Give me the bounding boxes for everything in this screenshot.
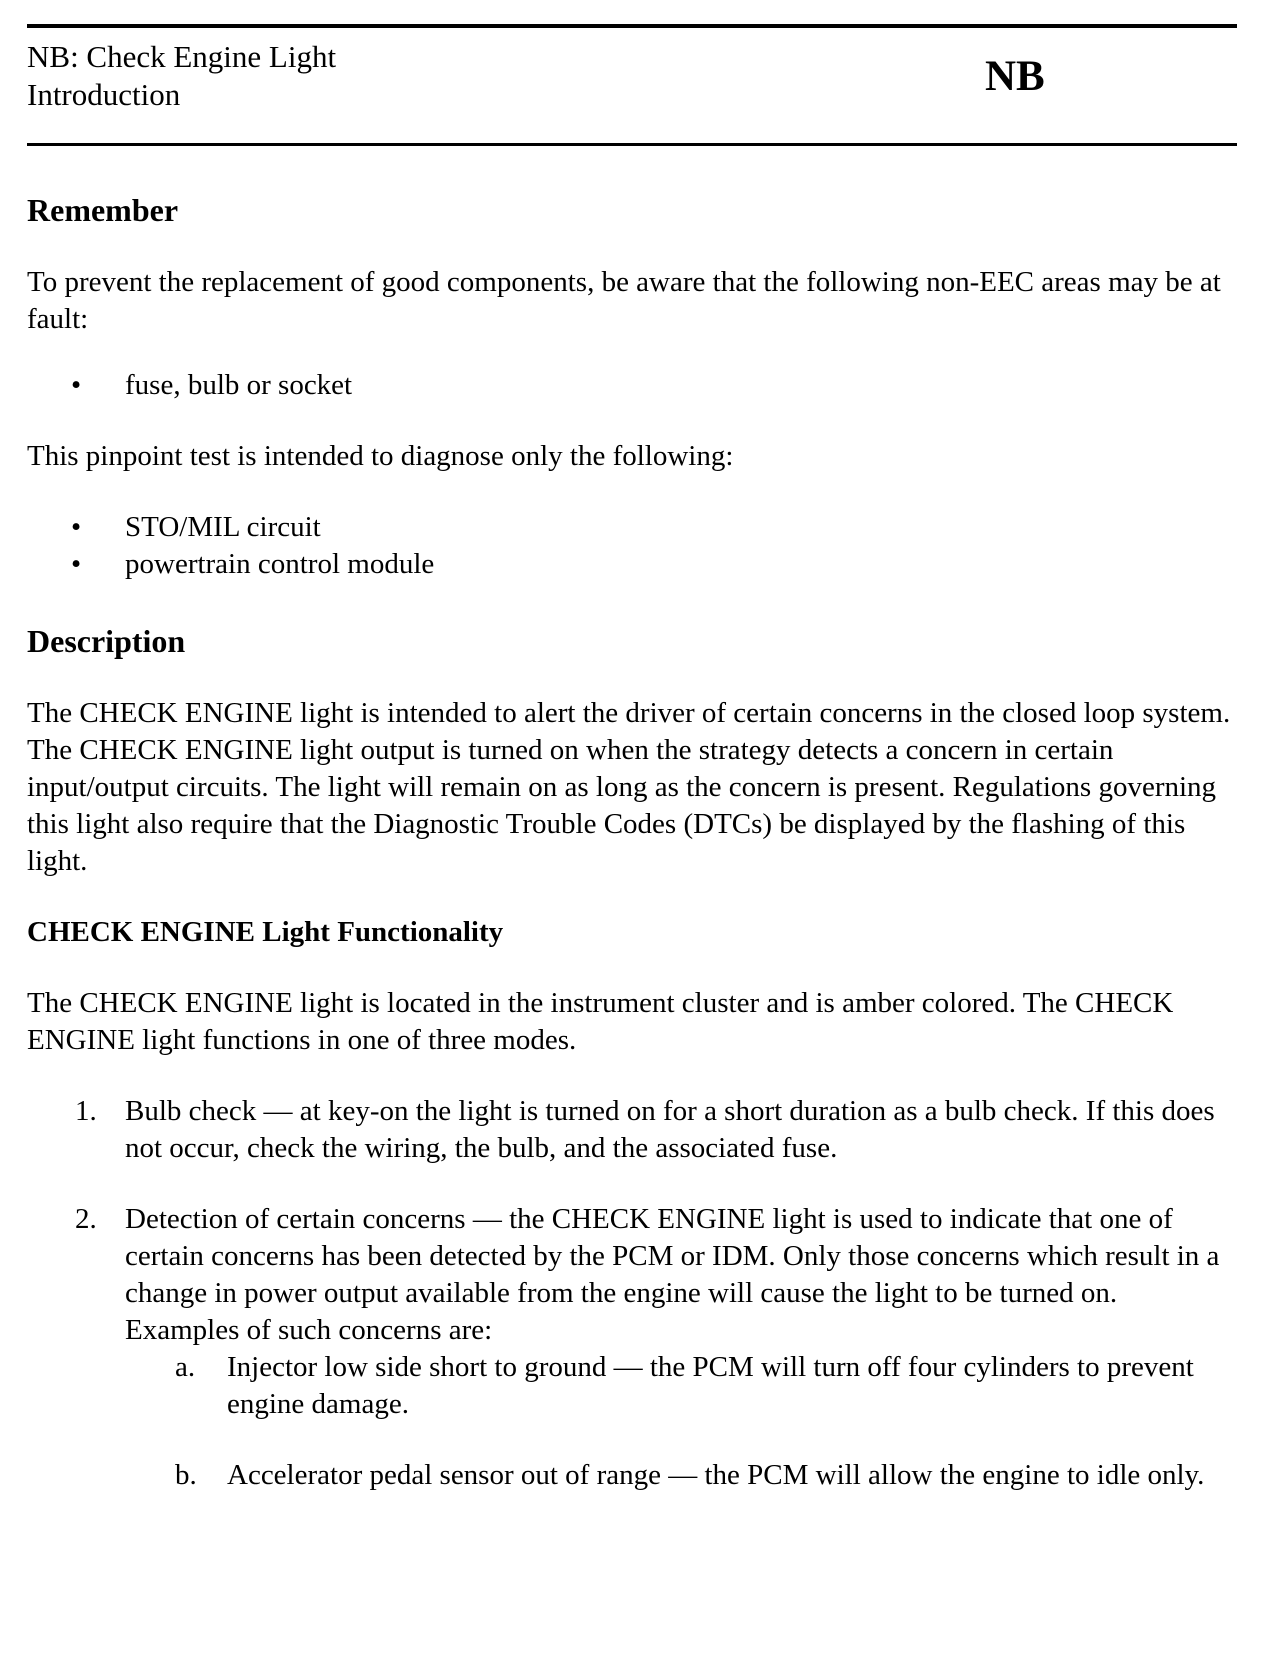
remember-heading: Remember bbox=[27, 192, 179, 228]
modes-list bbox=[27, 1093, 1237, 1494]
header-title bbox=[27, 38, 336, 114]
description-body: The CHECK ENGINE light is intended to alert the driver of certain concerns in the closed loop system. The CHECK ENGINE light output is turned on when the strategy detects a concern in certain input/output circuits. The light will remain on as long as the concern is present. Regulations governing this light also require that the Diagnostic Trouble Codes (DTCs) be displayed by the flashing of this light. bbox=[27, 697, 1231, 877]
list-item: • powertrain control module bbox=[27, 546, 1237, 583]
example-text: Accelerator pedal sensor out of range — the PCM will allow the engine to idle only. bbox=[227, 1459, 1205, 1491]
mode-text: Detection of certain concerns — the CHECK ENGINE light is used to indicate that one of certain concerns has been detected by the PCM or IDM. Only those concerns which result in a change in power output available from the engine will cause the light to be turned on. Examples of such concerns are: bbox=[125, 1203, 1220, 1346]
fault-list bbox=[27, 367, 1237, 404]
example-text: Injector low side short to ground — the PCM will turn off four cylinders to prevent engine damage. bbox=[227, 1351, 1194, 1420]
remember-intro: To prevent the replacement of good components, be aware that the following non-EEC areas may be at fault: bbox=[27, 266, 1221, 335]
list-marker: b. bbox=[175, 1459, 197, 1491]
list-item bbox=[27, 1201, 1237, 1494]
description-section bbox=[27, 621, 1237, 880]
examples-list bbox=[125, 1349, 1237, 1494]
header-section-code: NB bbox=[985, 53, 1045, 100]
list-marker: a. bbox=[175, 1351, 196, 1383]
document-body bbox=[27, 190, 1237, 1494]
header-title-line1: NB: Check Engine Light bbox=[27, 39, 337, 74]
remember-section bbox=[27, 190, 1237, 583]
list-marker: 1. bbox=[75, 1095, 97, 1127]
test-list bbox=[27, 509, 1237, 583]
list-marker: 2. bbox=[75, 1203, 97, 1235]
header-top-rule bbox=[27, 24, 1237, 28]
description-heading: Description bbox=[27, 623, 186, 659]
list-item bbox=[27, 1457, 1237, 1494]
list-item bbox=[27, 1093, 1237, 1167]
functionality-intro: The CHECK ENGINE light is located in the instrument cluster and is amber colored. The CHECK ENGINE light functions in one of three modes. bbox=[27, 987, 1174, 1056]
functionality-section bbox=[27, 914, 1237, 1494]
list-item: • STO/MIL circuit bbox=[27, 509, 1237, 546]
header-title-line2: Introduction bbox=[27, 77, 181, 112]
functionality-heading: CHECK ENGINE Light Functionality bbox=[27, 916, 504, 948]
list-item bbox=[27, 1349, 1237, 1423]
mode-text: Bulb check — at key-on the light is turned on for a short duration as a bulb check. If this does not occur, check the wiring, the bulb, and the associated fuse. bbox=[125, 1095, 1215, 1164]
test-intro: This pinpoint test is intended to diagnose only the following: bbox=[27, 440, 734, 472]
list-item: • fuse, bulb or socket bbox=[27, 367, 1237, 404]
header-bottom-rule bbox=[27, 143, 1237, 146]
